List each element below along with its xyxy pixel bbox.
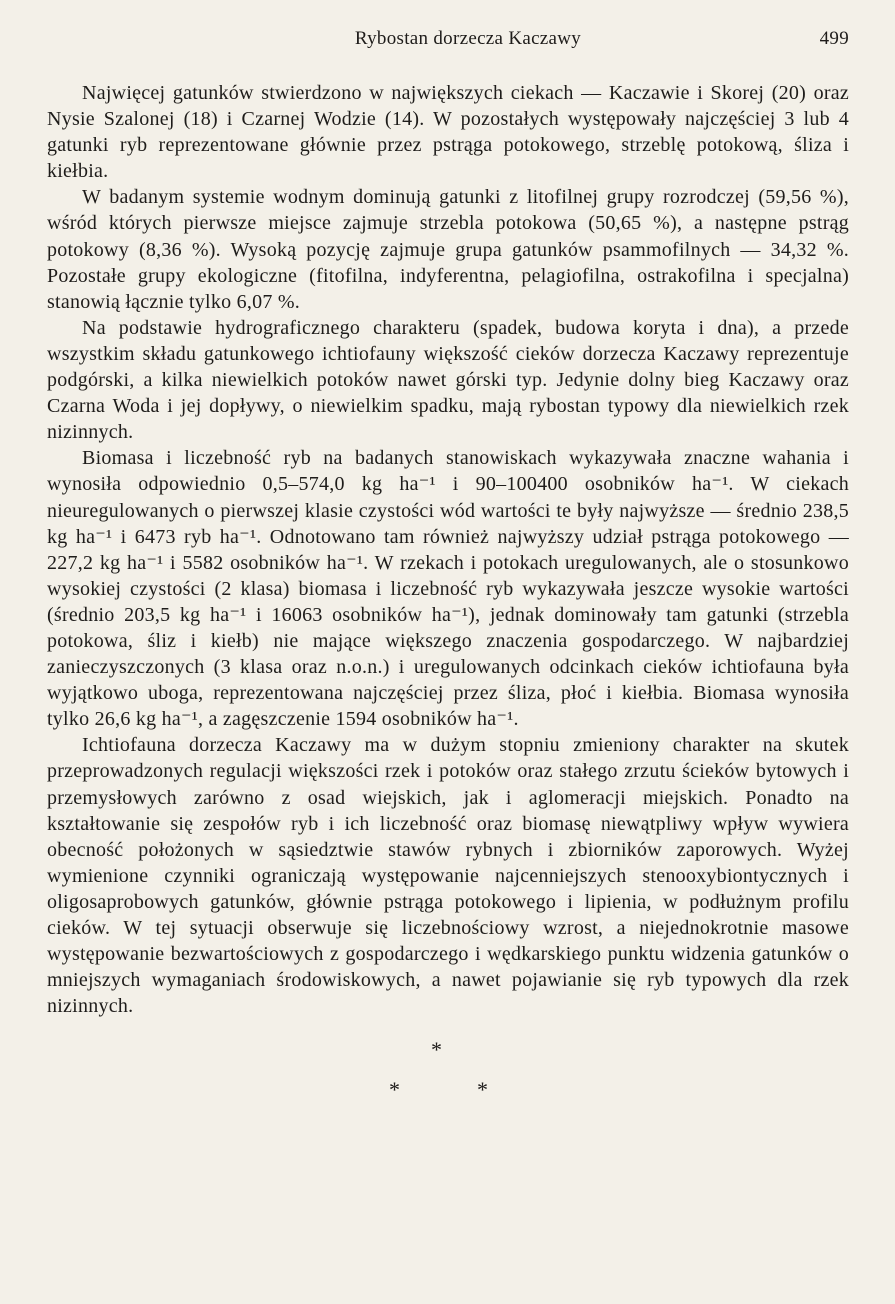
page-number: 499: [819, 28, 849, 49]
running-head: [47, 28, 849, 58]
running-title: Rybostan dorzecza Kaczawy: [354, 28, 582, 49]
asterisk-mark: *: [431, 1037, 442, 1063]
paragraph: Ichtiofauna dorzecza Kaczawy ma w dużym stopniu zmieniony charakter na skutek przeprowadzonych regulacji większości rzek i potoków oraz stałego zrzutu ścieków bytowych i przemysłowych zarówno z osad wiejskich, jak i aglomeracji miejskich. Ponadto na kształtowanie się zespołów ryb i ich liczebność oraz biomasę niewątpliwy wpływ wywiera obecność położonych w sąsiedztwie stawów rybnych i zbiorników zaporowych. Wyżej wymienione czynniki ograniczają występowanie najcenniejszych stenooxybiontycznych i oligosaprobowych gatunków, głównie pstrąga potokowego i lipienia, w podłużnym profilu cieków. W tej sytuacji obserwuje się liczebnościowy wzrost, a niejednokrotnie masowe występowanie bezwartościowych z gospodarczego i wędkarskiego punktu widzenia gatunków o mniejszych wymaganiach środowiskowych, a nawet pojawianie się ryb typowych dla rzek nizinnych.: [47, 734, 849, 1018]
asterisk-mark: *: [477, 1077, 488, 1103]
page: [47, 28, 849, 1117]
paragraph: Najwięcej gatunków stwierdzono w największych ciekach — Kaczawie i Skorej (20) oraz Nysie Szalonej (18) i Czarnej Wodzie (14). W pozostałych występowały najczęściej 3 lub 4 gatunki ryb reprezentowane głównie przez pstrąga potokowego, strzeblę potokową, śliza i kiełbia.: [47, 82, 849, 183]
paragraph: Biomasa i liczebność ryb na badanych stanowiskach wykazywała znaczne wahania i wynosiła odpowiednio 0,5–574,0 kg ha⁻¹ i 90–100400 osobników ha⁻¹. W ciekach nieuregulowanych o pierwszej klasie czystości wód wartości te były najwyższe — średnio 238,5 kg ha⁻¹ i 6473 ryb ha⁻¹. Odnotowano tam również najwyższy udział pstrąga potokowego — 227,2 kg ha⁻¹ i 5582 osobników ha⁻¹. W rzekach i potokach uregulowanych, ale o stosunkowo wysokiej czystości (2 klasa) biomasa i liczebność ryb wykazywała jeszcze wysokie wartości (średnio 203,5 kg ha⁻¹ i 16063 osobników ha⁻¹), jednak dominowały tam gatunki (strzebla potokowa, śliz i kiełb) nie mające większego znaczenia gospodarczego. W najbardziej zanieczyszczonych (3 klasa oraz n.o.n.) i uregulowanych odcinkach cieków ichtiofauna była wyjątkowo uboga, reprezentowana najczęściej przez śliza, płoć i kiełbia. Biomasa wynosiła tylko 26,6 kg ha⁻¹, a zagęszczenie 1594 osobników ha⁻¹.: [47, 447, 849, 731]
paragraph: W badanym systemie wodnym dominują gatunki z litofilnej grupy rozrodczej (59,56 %), wśród których pierwsze miejsce zajmuje strzebla potokowa (50,65 %), a następne pstrąg potokowy (8,36 %). Wysoką pozycję zajmuje grupa gatunków psammofilnych — 34,32 %. Pozostałe grupy ekologiczne (fitofilna, indyferentna, pelagiofilna, ostrakofilna i specjalna) stanowią łącznie tylko 6,07 %.: [47, 186, 849, 313]
section-separator: [47, 1037, 849, 1117]
body-text: [47, 80, 849, 1019]
asterisk-mark: *: [389, 1077, 400, 1103]
paragraph: Na podstawie hydrograficznego charakteru (spadek, budowa koryta i dna), a przede wszystkim składu gatunkowego ichtiofauny większość cieków dorzecza Kaczawy reprezentuje podgórski, a kilka niewielkich potoków nawet górski typ. Jedynie dolny bieg Kaczawy oraz Czarna Woda i jej dopływy, o niewielkim spadku, mają rybostan typowy dla niewielkich rzek nizinnych.: [47, 316, 849, 444]
